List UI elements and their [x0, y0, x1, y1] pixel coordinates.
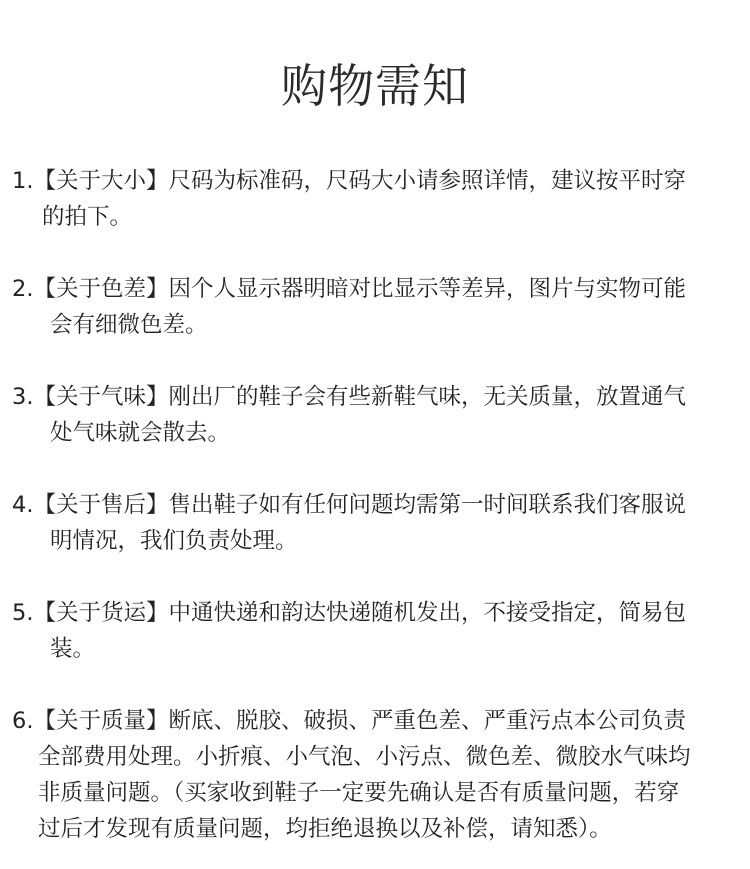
notice-item-color-difference	[12, 271, 724, 343]
item-number: 3.	[12, 384, 34, 410]
item-text: 【关于货运】中通快递和韵达快递随机发出，不接受指定，简易包	[33, 600, 686, 626]
page-title: 购物需知	[281, 59, 469, 113]
item-text: 【关于气味】刚出厂的鞋子会有些新鞋气味，无关质量，放置通气	[33, 384, 686, 410]
item-text: 【关于色差】因个人显示器明暗对比显示等差异，图片与实物可能	[33, 276, 686, 302]
item-text: 处气味就会散去。	[50, 420, 231, 446]
notice-item-first-line	[12, 487, 724, 523]
notice-item-first-line	[12, 163, 724, 199]
item-text: 全部费用处理。小折痕、小气泡、小污点、微色差、微胶水气味均	[38, 744, 691, 770]
notice-item-first-line	[12, 703, 724, 739]
notice-item-first-line	[12, 379, 724, 415]
item-number: 5.	[12, 600, 34, 626]
item-text: 【关于大小】尺码为标准码，尺码大小请参照详情，建议按平时穿	[33, 168, 686, 194]
notice-item-shipping	[12, 595, 724, 667]
item-text: 的拍下。	[42, 204, 133, 230]
item-text: 非质量问题。（买家收到鞋子一定要先确认是否有质量问题，若穿	[38, 780, 680, 806]
item-text: 会有细微色差。	[50, 312, 208, 338]
notice-item-first-line	[12, 271, 724, 307]
notice-item-size	[12, 163, 724, 235]
notice-item-first-line	[12, 595, 724, 631]
item-number: 6.	[12, 708, 34, 734]
item-text: 【关于质量】断底、脱胶、破损、严重色差、严重污点本公司负责	[33, 708, 686, 734]
item-number: 1.	[12, 168, 34, 194]
notice-item-quality	[12, 703, 724, 847]
item-number: 4.	[12, 492, 34, 518]
item-text: 明情况，我们负责处理。	[50, 528, 298, 554]
notice-item-odor	[12, 379, 724, 451]
item-text: 过后才发现有质量问题，均拒绝退换以及补偿，请知悉）。	[38, 816, 612, 842]
item-number: 2.	[12, 276, 34, 302]
notice-item-after-sales	[12, 487, 724, 559]
item-text: 装。	[50, 636, 96, 662]
item-text: 【关于售后】售出鞋子如有任何问题均需第一时间联系我们客服说	[33, 492, 686, 518]
